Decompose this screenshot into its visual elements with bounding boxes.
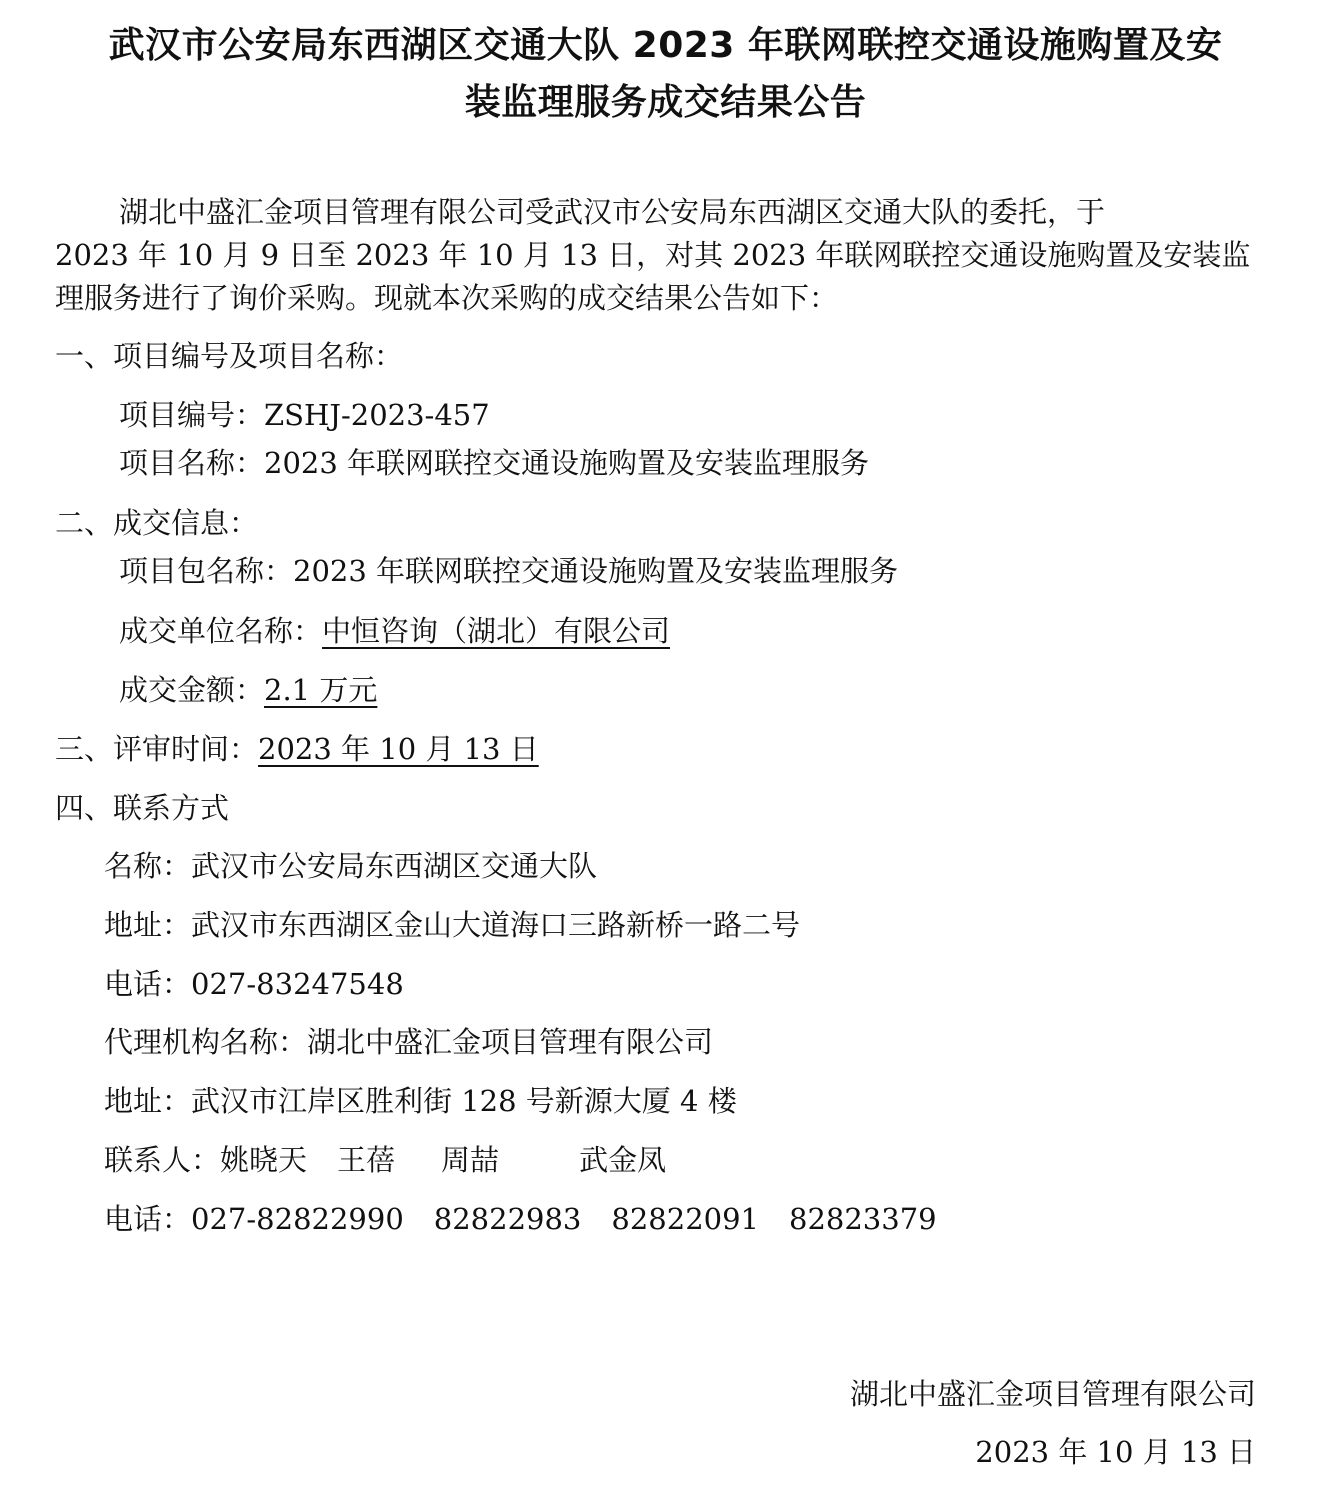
contact-address-value: 武汉市东西湖区金山大道海口三路新桥一路二号 xyxy=(191,908,801,942)
footer-company: 湖北中盛汇金项目管理有限公司 xyxy=(849,1377,1256,1411)
agency-name-value: 湖北中盛汇金项目管理有限公司 xyxy=(307,1025,714,1059)
contact-person: 武金凤 xyxy=(579,1143,667,1177)
winning-company-label: 成交单位名称： xyxy=(119,614,323,648)
agency-name-label: 代理机构名称： xyxy=(104,1025,308,1059)
footer-date: 2023 年 10 月 13 日 xyxy=(975,1435,1256,1469)
section-2-heading: 二、成交信息： xyxy=(55,506,259,540)
project-number-row xyxy=(119,393,490,437)
document-title-line-2: 装监理服务成交结果公告 xyxy=(464,82,867,123)
package-name-label: 项目包名称： xyxy=(119,554,294,588)
contact-phone-value: 027-83247548 xyxy=(191,967,404,1001)
contact-name-value: 武汉市公安局东西湖区交通大队 xyxy=(191,849,598,883)
contact-name-label: 名称： xyxy=(104,849,192,883)
project-name-value: 2023 年联网联控交通设施购置及安装监理服务 xyxy=(264,446,870,480)
review-date-value: 2023 年 10 月 13 日 xyxy=(258,732,539,766)
contact-person: 姚晓天 xyxy=(220,1143,308,1177)
project-name-label: 项目名称： xyxy=(119,446,265,480)
agency-address-row xyxy=(104,1079,737,1123)
review-time-row xyxy=(55,727,539,771)
contact-address-label: 地址： xyxy=(104,908,192,942)
section-1-heading: 一、项目编号及项目名称： xyxy=(55,339,404,373)
project-number-value: ZSHJ-2023-457 xyxy=(264,398,490,432)
section-3-heading: 三、评审时间： xyxy=(55,732,259,766)
contact-phone-row xyxy=(104,962,404,1006)
intro-line-2: 2023 年 10 月 9 日至 2023 年 10 月 13 日，对其 2023 年联网联控交通设施购置及安装监 xyxy=(55,238,1251,272)
agency-phone: 027-82822990 xyxy=(191,1202,404,1236)
agency-phones-row xyxy=(104,1197,937,1241)
agency-phone: 82822983 xyxy=(433,1202,582,1236)
winning-company-value: 中恒咨询（湖北）有限公司 xyxy=(322,614,671,648)
winning-company-row xyxy=(119,609,670,653)
contact-phone-label: 电话： xyxy=(104,967,192,1001)
package-name-row xyxy=(119,549,898,593)
intro-line-3: 理服务进行了询价采购。现就本次采购的成交结果公告如下： xyxy=(55,281,839,315)
agency-phones-label: 电话： xyxy=(104,1202,192,1236)
contact-address-row xyxy=(104,903,800,947)
document-title-line-1: 武汉市公安局东西湖区交通大队 2023 年联网联控交通设施购置及安 xyxy=(108,25,1223,66)
contact-person: 王蓓 xyxy=(337,1143,396,1177)
contact-person: 周喆 xyxy=(441,1143,500,1177)
deal-amount-label: 成交金额： xyxy=(119,673,265,707)
agency-phone: 82823379 xyxy=(789,1202,937,1236)
section-4-heading: 四、联系方式 xyxy=(55,791,230,825)
agency-name-row xyxy=(104,1020,713,1064)
contact-name-row xyxy=(104,844,597,888)
contact-persons-row xyxy=(104,1138,666,1182)
deal-amount-value: 2.1 万元 xyxy=(264,673,378,707)
contact-persons-label: 联系人： xyxy=(104,1143,221,1177)
deal-amount-row xyxy=(119,668,377,712)
agency-address-value: 武汉市江岸区胜利街 128 号新源大厦 4 楼 xyxy=(191,1084,737,1118)
intro-line-1: 湖北中盛汇金项目管理有限公司受武汉市公安局东西湖区交通大队的委托，于 xyxy=(119,195,1106,229)
package-name-value: 2023 年联网联控交通设施购置及安装监理服务 xyxy=(293,554,899,588)
agency-address-label: 地址： xyxy=(104,1084,192,1118)
agency-phone: 82822091 xyxy=(611,1202,759,1236)
project-name-row xyxy=(119,441,869,485)
project-number-label: 项目编号： xyxy=(119,398,265,432)
